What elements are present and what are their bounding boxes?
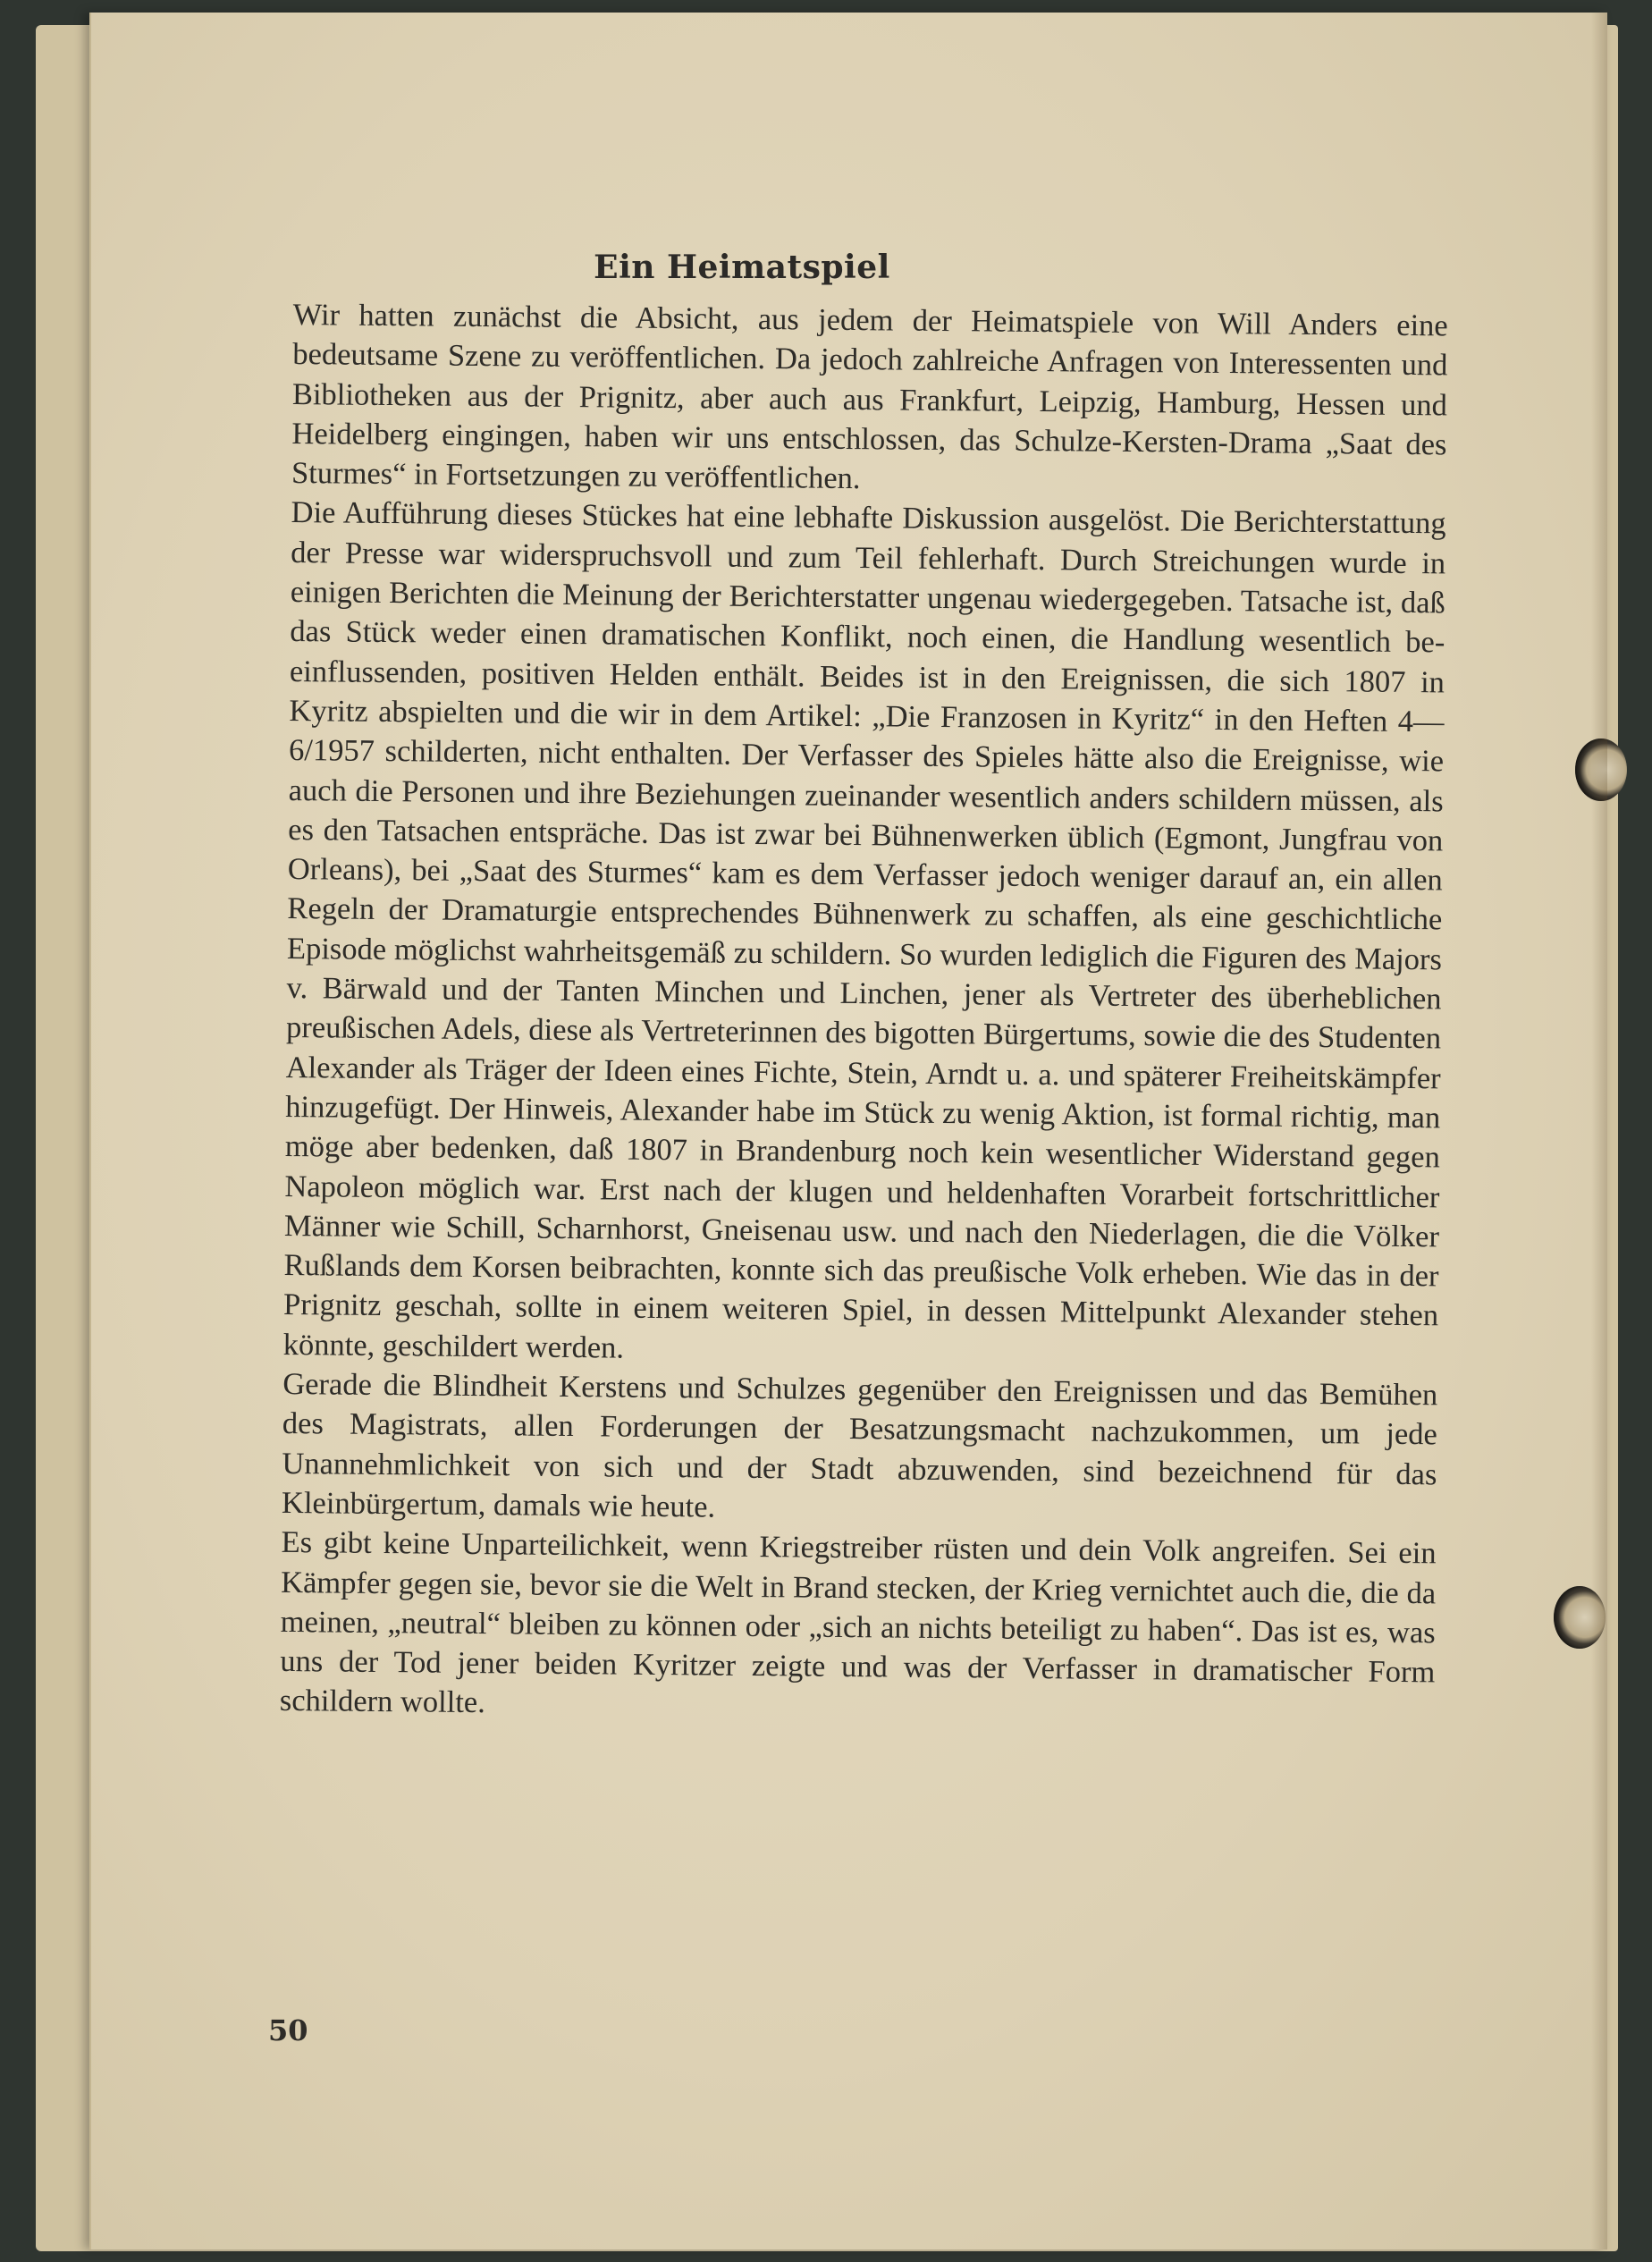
paragraph: Wir hatten zunächst die Absicht, aus jedem der Heimatspiele von Will Anders eine bedeutsame Szene zu veröffentlichen. Da jedoch zahlreiche Anfragen von Interessenten und Bibliotheken aus der Prignitz, aber auch aus Frankfurt, Leipzig, Hamburg, Hessen und Heidelberg eingingen, haben wir uns entschlossen, das Schulze-Kersten-Drama „Saat des Sturmes“ in Fortsetzungen zu veröffentlichen. <box>291 297 1448 496</box>
punch-hole <box>1554 1586 1606 1649</box>
punch-hole <box>1575 739 1627 801</box>
paragraph: Es gibt keine Unparteilichkeit, wenn Kriegstreiber rüsten und dein Volk angreifen. Sei ein Kämpfer gegen sie, bevor sie die Welt in Brand stecken, der Krieg vernichtet auch die, die da meinen, „neutral“ bleiben zu können oder „sich an nichts beteiligt zu haben“. Das ist es, was uns der Tod jener beiden Kyritzer zeigte und was der Verfasser in dramatischer Form schildern wollte. <box>279 1525 1437 1720</box>
page-number: 50 <box>268 2013 308 2047</box>
paragraph: Gerade die Blindheit Kerstens und Schulzes gegenüber den Ereignissen und das Bemühen des Magistrats, allen Forderungen der Besatzungsmacht nachzukommen, um jede Unannehmlichkeit von sich und der Stadt abzuwenden, sind bezeichnend für das Kleinbürgertum, damals wie heute. <box>281 1366 1438 1524</box>
article-body <box>280 295 1448 1732</box>
article-title: Ein Heimatspiel <box>594 249 890 286</box>
paragraph: Die Aufführung dieses Stückes hat eine lebhafte Diskussion ausgelöst. Die Berichterstattung der Presse war widerspruchsvoll und zum Teil fehlerhaft. Durch Streichungen wurde in einigen Berichten die Meinung der Berichterstatter ungenau wiedergegeben. Tatsache ist, daß das Stück weder einen dramatischen Konflikt, noch einen, die Handlung wesentlich beeinflussenden, positiven Helden enthält. Beides ist in den Ereignissen, die sich 1807 in Kyritz abspielten und die wir in dem Artikel: „Die Franzosen in Kyritz“ in den Heften 4—6/1957 schilderten, nicht enthalten. Der Verfasser des Spieles hätte also die Ereignisse, wie auch die Personen und ihre Beziehungen zueinander wesentlich anders schildern müssen, als es den Tatsachen entspräche. Das ist zwar bei Bühnenwerken üblich (Egmont, Jungfrau von Orleans), bei „Saat des Sturmes“ kam es dem Verfasser jedoch weniger darauf an, ein allen Regeln der Dramaturgie entsprechendes Bühnenwerk zu schaffen, als eine geschichtliche Episode möglichst wahrheitsgemäß zu schildern. So wurden lediglich die Figuren des Majors v. Bärwald und der Tanten Minchen und Linchen, jener als Vertreter des überheblichen preußischen Adels, diese als Vertreterinnen des bigotten Bürgertums, sowie die des Studenten Alexander als Träger der Ideen eines Fichte, Stein, Arndt u. a. und späterer Freiheitskämpfer hinzugefügt. Der Hinweis, Alexander habe im Stück zu wenig Aktion, ist formal richtig, man möge aber bedenken, daß 1807 in Brandenburg noch kein wesentlicher Widerstand gegen Napoleon möglich war. Erst nach der klugen und heldenhaften Vorarbeit fortschrittlicher Männer wie Schill, Scharnhorst, Gneisenau usw. und nach den Niederlagen, die die Völker Rußlands dem Korsen beibrachten, konnte sich das preußische Volk erheben. Wie das in der Prignitz geschah, sollte in einem weiteren Spiel, in dessen Mittelpunkt Alexander stehen könnte, geschildert werden. <box>282 495 1446 1365</box>
